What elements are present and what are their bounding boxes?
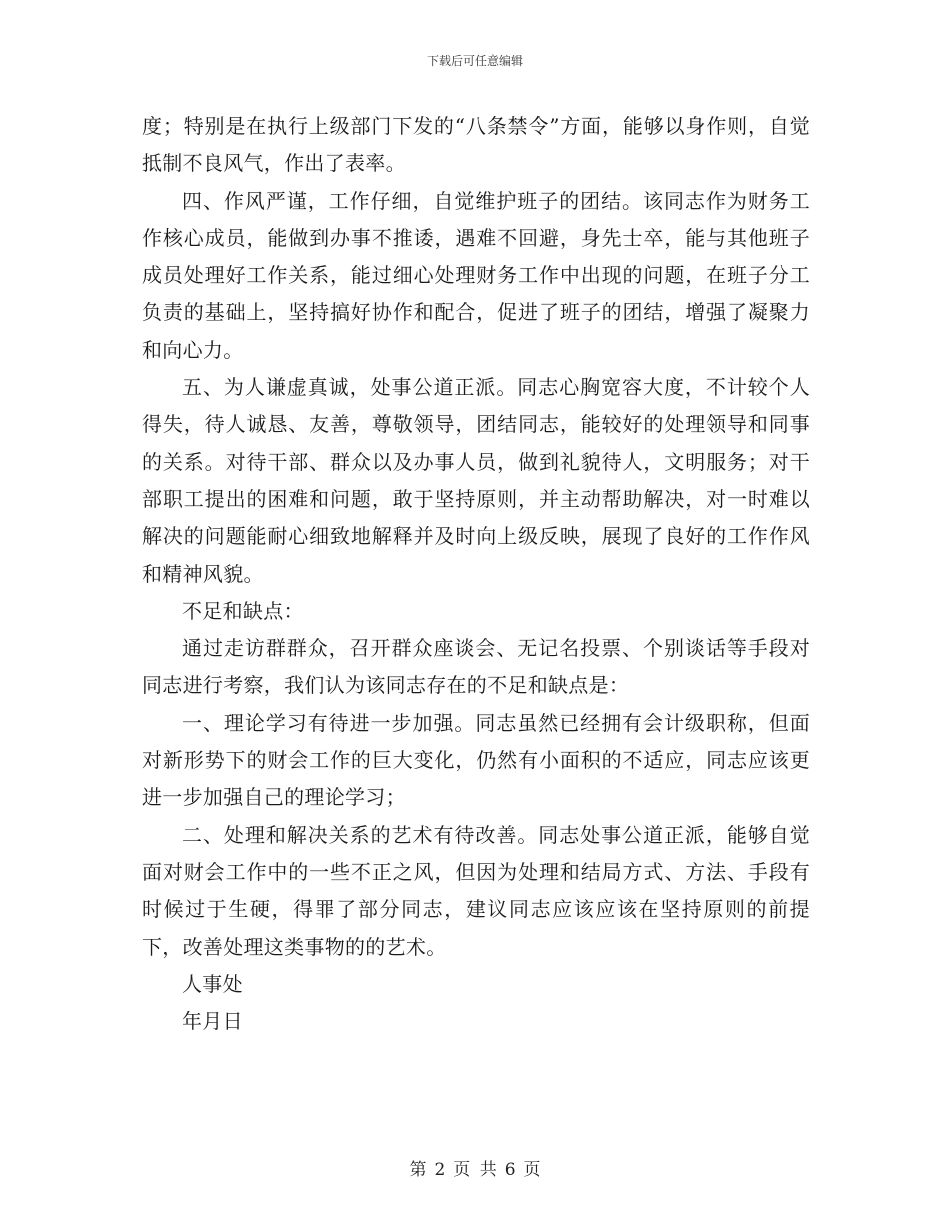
page-header: 下载后可任意编辑 <box>426 54 523 68</box>
section-heading-shortcomings: 不足和缺点： <box>182 598 304 623</box>
paragraph-investigation-intro: 通过走访群群众，召开群众座谈会、无记名投票、个别谈话等手段对同志进行考察，我们认为该同志存在的不足和缺点是： <box>142 636 810 698</box>
signature-department: 人事处 <box>182 971 243 996</box>
footer-prefix: 第 <box>409 1160 427 1180</box>
paragraph-shortcoming-two: 二、处理和解决关系的艺术有待改善。同志处事公道正派，能够自觉面对财会工作中的一些不正之风，但因为处理和结局方式、方法、手段有时候过于生硬，得罪了部分同志，建议同志应该应该在坚持原则的前提下，改善处理这类事物的的艺术。 <box>142 822 810 959</box>
footer-middle: 页 共 <box>453 1160 497 1180</box>
footer-suffix: 页 <box>523 1160 541 1180</box>
page-footer <box>0 1155 950 1180</box>
document-body <box>142 108 810 1040</box>
paragraph-point-four: 四、作风严谨，工作仔细，自觉维护班子的团结。该同志作为财务工作核心成员，能做到办事不推诿，遇难不回避，身先士卒，能与其他班子成员处理好工作关系，能过细心处理财务工作中出现的问题，在班子分工负责的基础上，坚持搞好协作和配合，促进了班子的团结，增强了凝聚力和向心力。 <box>142 188 810 362</box>
paragraph-point-five: 五、为人谦虚真诚，处事公道正派。同志心胸宽容大度，不计较个人得失，待人诚恳、友善，尊敬领导，团结同志，能较好的处理领导和同事的关系。对待干部、群众以及办事人员，做到礼貌待人，文明服务；对干部职工提出的困难和问题，敢于坚持原则，并主动帮助解决，对一时难以解决的问题能耐心细致地解释并及时向上级反映，展现了良好的工作作风和精神风貌。 <box>142 375 810 586</box>
footer-current-page: 2 <box>434 1160 446 1180</box>
paragraph-shortcoming-one: 一、理论学习有待进一步加强。同志虽然已经拥有会计级职称，但面对新形势下的财会工作的巨大变化，仍然有小面积的不适应，同志应该更进一步加强自己的理论学习； <box>142 710 810 810</box>
footer-total-pages: 6 <box>504 1160 516 1180</box>
signature-date: 年月日 <box>182 1009 243 1034</box>
paragraph-continuation: 度；特别是在执行上级部门下发的“八条禁令”方面，能够以身作则，自觉抵制不良风气，作出了表率。 <box>142 114 810 176</box>
